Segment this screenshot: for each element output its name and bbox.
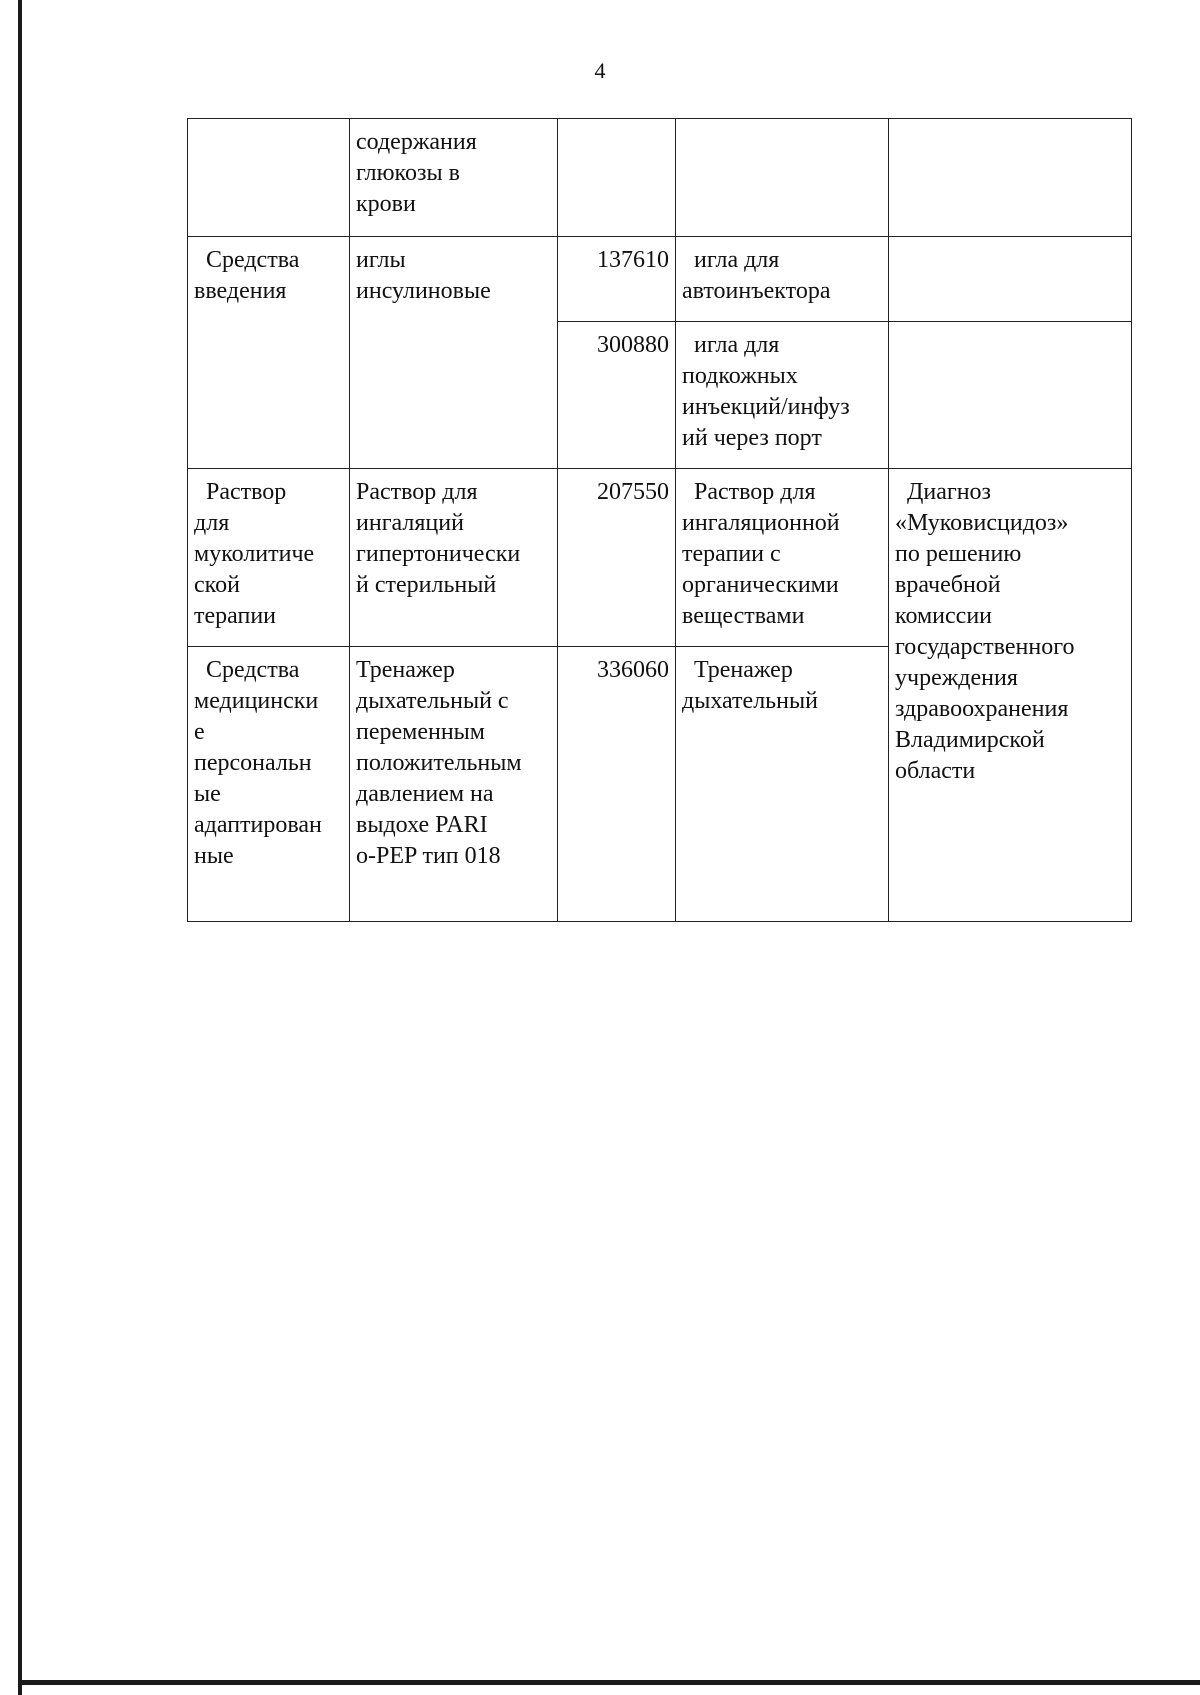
cell-category [188, 119, 350, 237]
cell-note [889, 322, 1132, 469]
cell-category: Средства медицински е персональн ые адаптирован ные [188, 647, 350, 922]
page-number: 4 [594, 58, 606, 83]
cell-note [889, 119, 1132, 237]
scan-edge-bottom [18, 1680, 1200, 1685]
cell-code: 300880 [558, 322, 676, 469]
cell-name: содержания глюкозы в крови [350, 119, 558, 237]
cell-code: 336060 [558, 647, 676, 922]
cell-note: Диагноз «Муковисцидоз» по решению врачебной комиссии государственного учреждения здравоохранения Владимирской области [889, 469, 1132, 922]
cell-code: 207550 [558, 469, 676, 647]
cell-description: Тренажер дыхательный [676, 647, 889, 922]
medical-devices-table [187, 118, 1132, 922]
cell-category: Раствор для муколитиче ской терапии [188, 469, 350, 647]
cell-note [889, 237, 1132, 322]
cell-description: игла для автоинъектора [676, 237, 889, 322]
cell-description: Раствор для ингаляционной терапии с органическими веществами [676, 469, 889, 647]
scan-edge-left [18, 0, 22, 1695]
cell-name: Тренажер дыхательный с переменным положительным давлением на выдохе PARI о-PEP тип 018 [350, 647, 558, 922]
cell-code: 137610 [558, 237, 676, 322]
table-row [188, 237, 1132, 322]
cell-description [676, 119, 889, 237]
cell-code [558, 119, 676, 237]
cell-category: Средства введения [188, 237, 350, 469]
table-row [188, 469, 1132, 647]
cell-name: Раствор для ингаляций гипертонически й стерильный [350, 469, 558, 647]
table-row [188, 119, 1132, 237]
cell-description: игла для подкожных инъекций/инфуз ий через порт [676, 322, 889, 469]
cell-name: иглы инсулиновые [350, 237, 558, 469]
